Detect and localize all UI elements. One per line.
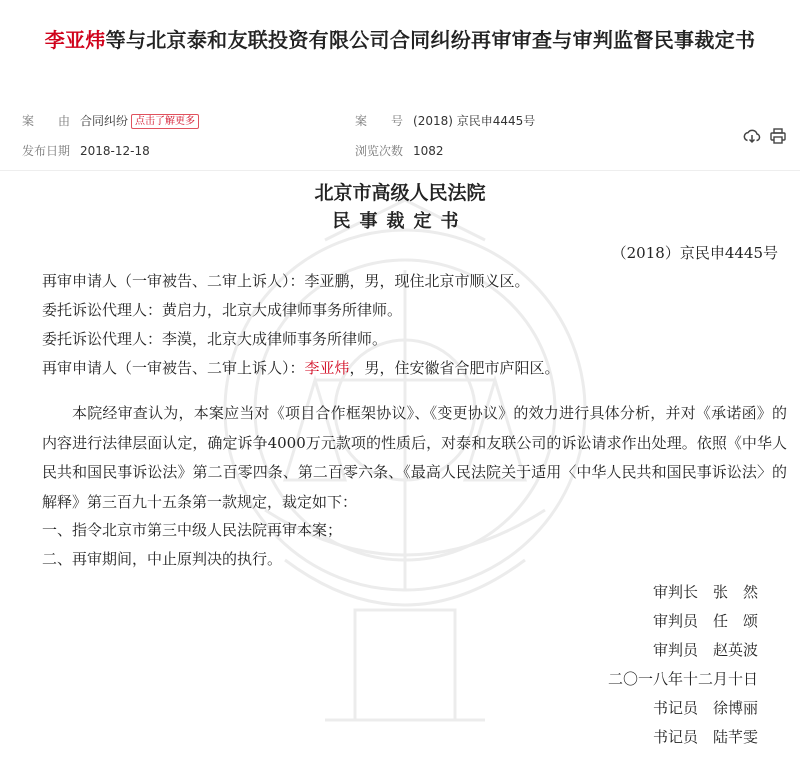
body-text: 本院经审查认为，本案应当对《项目合作框架协议》、《变更协议》的效力进行具体分析，并对《承诺函》的内容进行法律层面认定，确定诉争4000万元款项的性质后，对泰和友联公司的诉讼请求作出处理。依照《中华人民共和国民事诉讼法》第二百零四条、第二百零六条、《最高人民法院关于适用〈中华人民共和国民事诉讼法〉的解释》第三百九十五条第一款规定，裁定如下： [42, 404, 787, 511]
signature-line: 审判员 赵英波 [652, 641, 758, 659]
download-icon[interactable] [743, 127, 761, 145]
party-line: 委托诉讼代理人：李漠，北京大成律师事务所律师。 [42, 330, 388, 348]
signature-line: 书记员 陆芊雯 [652, 728, 758, 746]
meta-cause [22, 112, 199, 129]
title-rest: 等与北京泰和友联投资有限公司合同纠纷再审审查与审判监督民事裁定书 [105, 28, 756, 52]
ruling-item: 一、指令北京市第三中级人民法院再审本案； [42, 521, 343, 539]
date-value: 2018-12-18 [80, 144, 150, 158]
date-label: 发布日期 [22, 144, 71, 158]
party-line: 再审申请人（一审被告、二审上诉人）：李亚鹏，男，现住北京市顺义区。 [42, 272, 530, 290]
toolbar-icons [743, 127, 787, 145]
case-label: 案 号 [355, 114, 404, 128]
meta-divider [0, 170, 800, 171]
party-line-highlighted [42, 357, 560, 378]
ruling-item: 二、再审期间，中止原判决的执行。 [42, 550, 283, 568]
signature-line: 书记员 徐博丽 [652, 699, 758, 717]
signature-line: 审判长 张 然 [652, 583, 758, 601]
document-type: 民事裁定书 [332, 211, 468, 232]
case-value: (2018) 京民申4445号 [413, 114, 536, 128]
views-label: 浏览次数 [355, 144, 404, 158]
page-title [0, 24, 800, 53]
signature-date: 二〇一八年十二月十日 [607, 670, 758, 688]
meta-case-number [355, 112, 535, 129]
cause-value: 合同纠纷 [80, 114, 129, 128]
title-highlight: 李亚炜 [44, 28, 106, 52]
signature-line: 审判员 任 颂 [652, 612, 758, 630]
print-icon[interactable] [769, 127, 787, 145]
cause-label: 案 由 [22, 114, 71, 128]
court-name: 北京市高级人民法院 [314, 182, 486, 204]
meta-date [22, 142, 150, 159]
party-line: 委托诉讼代理人：黄启力，北京大成律师事务所律师。 [42, 301, 403, 319]
learn-more-tag[interactable]: 点击了解更多 [131, 114, 199, 129]
meta-views [355, 142, 444, 159]
party4-after: ，男，住安徽省合肥市庐阳区。 [349, 359, 560, 377]
party4-highlight: 李亚炜 [304, 359, 350, 377]
document-case-number: （2018）京民申4445号 [611, 244, 778, 262]
views-value: 1082 [413, 144, 444, 158]
body-paragraph [42, 399, 787, 517]
party4-before: 再审申请人（一审被告、二审上诉人）： [42, 359, 305, 377]
